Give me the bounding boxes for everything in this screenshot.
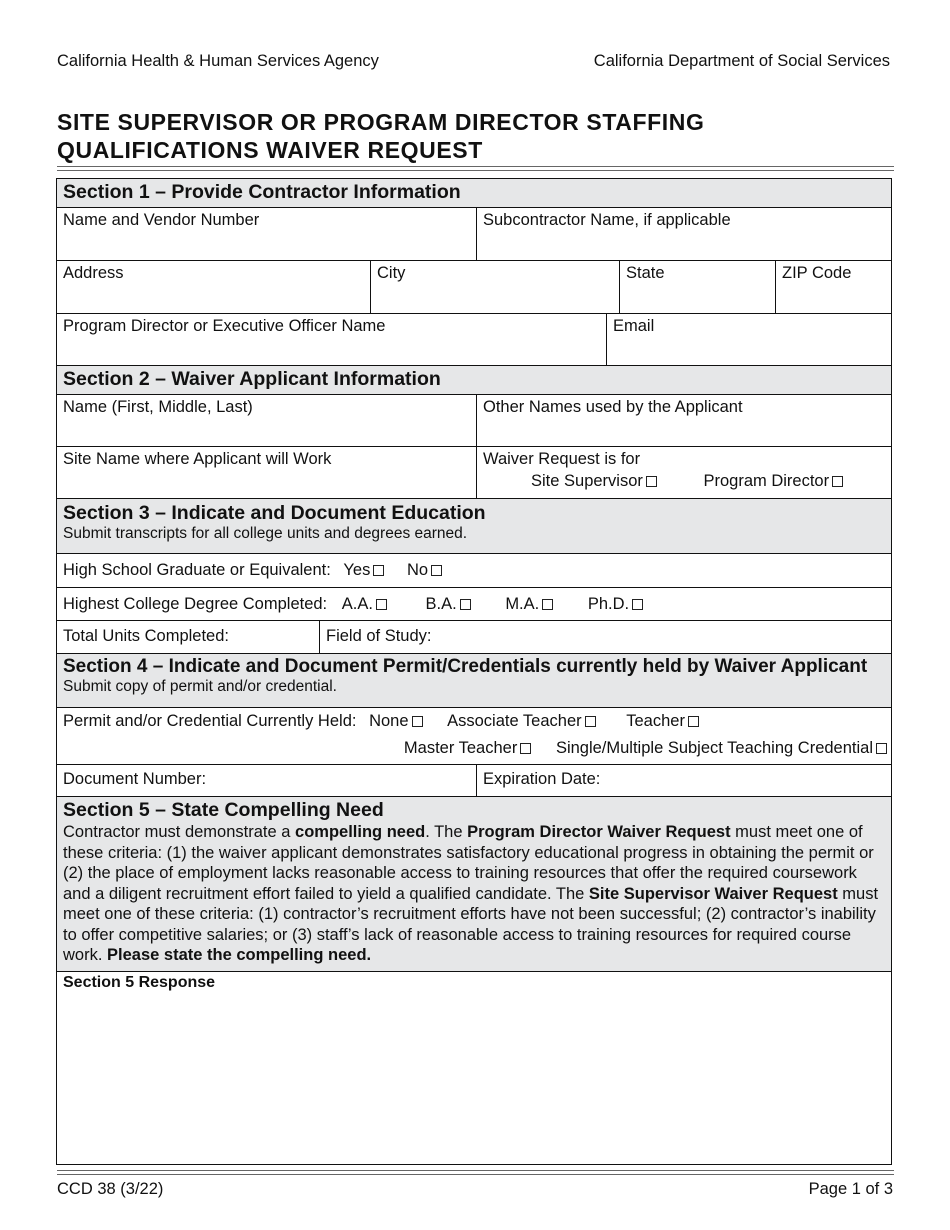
section4-heading: Section 4 – Indicate and Document Permit/Credentials currently held by Waiver Applicant (63, 656, 868, 677)
city-field[interactable] (370, 261, 619, 313)
degree-phd-option (588, 595, 643, 614)
degree-ba-checkbox[interactable] (460, 599, 471, 610)
email-field[interactable] (606, 314, 892, 365)
address-label: Address (63, 264, 124, 282)
degree-ma-label: M.A. (505, 595, 540, 613)
degree-aa-label: A.A. (341, 595, 373, 613)
permit-none-label: None (369, 712, 409, 730)
form-title-line1: SITE SUPERVISOR OR PROGRAM DIRECTOR STAFFING (57, 109, 705, 135)
degree-ba-option (426, 595, 471, 614)
site-name-label: Site Name where Applicant will Work (63, 450, 332, 468)
expiration-date-label: Expiration Date: (483, 770, 601, 788)
section5-instructions: Contractor must demonstrate a compelling need. The Program Director Waiver Request must meet one of these criteria: (1) the waiver applicant demonstrates satisfactory educational progress in obtaining the permit or (2) the place of employment lacks reasonable access to training resources that offer the required coursework and a diligent recruitment effort failed to yield a qualified candidate. The Site Supervisor Waiver Request must meet one of these criteria: (1) contractor’s recruitment efforts have not been successful; (2) contractor’s inability to offer competitive salaries; or (3) staff’s lack of reasonable access to training resources for required course work. Please state the compelling need. (63, 823, 879, 964)
section2-row1 (57, 395, 891, 447)
permit-none-option (369, 712, 422, 731)
form-frame (56, 178, 892, 1165)
program-director-label: Program Director (703, 472, 830, 490)
address-field[interactable] (57, 261, 370, 313)
hs-no-option (407, 561, 442, 580)
applicant-name-label: Name (First, Middle, Last) (63, 398, 253, 416)
section3-heading: Section 3 – Indicate and Document Education (63, 502, 486, 524)
director-name-field[interactable] (57, 314, 606, 365)
section4-header (57, 654, 891, 708)
master-teacher-checkbox[interactable] (520, 743, 531, 754)
permit-label: Permit and/or Credential Currently Held: (63, 712, 357, 730)
zip-field[interactable] (775, 261, 892, 313)
other-names-field[interactable] (476, 395, 892, 446)
teacher-option (626, 712, 699, 731)
section5-response-area[interactable] (57, 972, 891, 1165)
department-name: California Department of Social Services (593, 52, 890, 70)
program-director-checkbox[interactable] (832, 476, 843, 487)
email-label: Email (613, 317, 655, 335)
permit-row (57, 708, 891, 765)
hs-yes-checkbox[interactable] (373, 565, 384, 576)
page-number: Page 1 of 3 (808, 1180, 893, 1198)
footer-divider (57, 1170, 894, 1175)
high-school-label: High School Graduate or Equivalent: (63, 561, 331, 579)
section1-row2 (57, 261, 891, 314)
section1-row1 (57, 208, 891, 261)
state-label: State (626, 264, 665, 282)
section3-header (57, 499, 891, 554)
teaching-credential-label: Single/Multiple Subject Teaching Credential (555, 739, 873, 757)
subcontractor-field[interactable] (476, 208, 892, 260)
associate-teacher-option (447, 712, 596, 731)
hs-yes-label: Yes (343, 561, 371, 579)
degree-phd-label: Ph.D. (587, 595, 630, 613)
section5-header (57, 797, 891, 972)
total-units-field[interactable] (57, 621, 319, 653)
associate-teacher-label: Associate Teacher (447, 712, 582, 730)
degree-ma-option (505, 595, 553, 614)
site-supervisor-label: Site Supervisor (531, 472, 643, 490)
site-supervisor-checkbox[interactable] (646, 476, 657, 487)
teacher-checkbox[interactable] (688, 716, 699, 727)
units-row (57, 621, 891, 654)
title-divider (57, 166, 894, 171)
section1-heading: Section 1 – Provide Contractor Information (63, 181, 461, 203)
college-degree-label: Highest College Degree Completed: (63, 595, 328, 613)
teaching-credential-checkbox[interactable] (876, 743, 887, 754)
section1-header (57, 179, 891, 208)
form-title (57, 108, 897, 164)
name-vendor-label: Name and Vendor Number (63, 211, 260, 229)
field-of-study-field[interactable] (319, 621, 892, 653)
section2-heading: Section 2 – Waiver Applicant Information (63, 368, 441, 390)
teaching-credential-option (556, 739, 887, 758)
subcontractor-label: Subcontractor Name, if applicable (483, 211, 731, 229)
hs-no-label: No (406, 561, 429, 579)
zip-label: ZIP Code (782, 264, 852, 282)
high-school-row (57, 554, 891, 588)
hs-yes-option (343, 561, 384, 580)
section1-row3 (57, 314, 891, 366)
waiver-type-field (476, 447, 892, 498)
form-title-line2: QUALIFICATIONS WAIVER REQUEST (57, 137, 483, 163)
section4-subtext: Submit copy of permit and/or credential. (63, 678, 337, 695)
site-supervisor-option (531, 472, 657, 491)
master-teacher-option (404, 739, 531, 758)
expiration-date-field[interactable] (476, 765, 892, 796)
permit-none-checkbox[interactable] (412, 716, 423, 727)
document-row (57, 765, 891, 797)
field-of-study-label: Field of Study: (326, 627, 432, 645)
program-director-option (703, 472, 843, 491)
college-degree-row (57, 588, 891, 621)
section3-subtext: Submit transcripts for all college units and degrees earned. (63, 525, 468, 542)
agency-name: California Health & Human Services Agency (57, 52, 379, 70)
other-names-label: Other Names used by the Applicant (483, 398, 743, 416)
total-units-label: Total Units Completed: (63, 627, 229, 645)
associate-teacher-checkbox[interactable] (585, 716, 596, 727)
director-name-label: Program Director or Executive Officer Name (63, 317, 386, 335)
degree-aa-option (342, 595, 387, 614)
site-name-field[interactable] (57, 447, 476, 498)
form-id: CCD 38 (3/22) (57, 1180, 164, 1198)
teacher-label: Teacher (626, 712, 685, 730)
name-vendor-field[interactable] (57, 208, 476, 260)
degree-ma-checkbox[interactable] (542, 599, 553, 610)
hs-no-checkbox[interactable] (431, 565, 442, 576)
degree-aa-checkbox[interactable] (376, 599, 387, 610)
document-number-field[interactable] (57, 765, 476, 796)
section2-row2 (57, 447, 891, 499)
degree-phd-checkbox[interactable] (632, 599, 643, 610)
document-number-label: Document Number: (63, 770, 207, 788)
section2-header (57, 366, 891, 395)
section5-response-label: Section 5 Response (63, 974, 216, 991)
applicant-name-field[interactable] (57, 395, 476, 446)
master-teacher-label: Master Teacher (403, 739, 518, 757)
state-field[interactable] (619, 261, 775, 313)
waiver-type-label: Waiver Request is for (483, 450, 641, 468)
city-label: City (377, 264, 406, 282)
section5-heading: Section 5 – State Compelling Need (63, 799, 384, 821)
degree-ba-label: B.A. (425, 595, 457, 613)
